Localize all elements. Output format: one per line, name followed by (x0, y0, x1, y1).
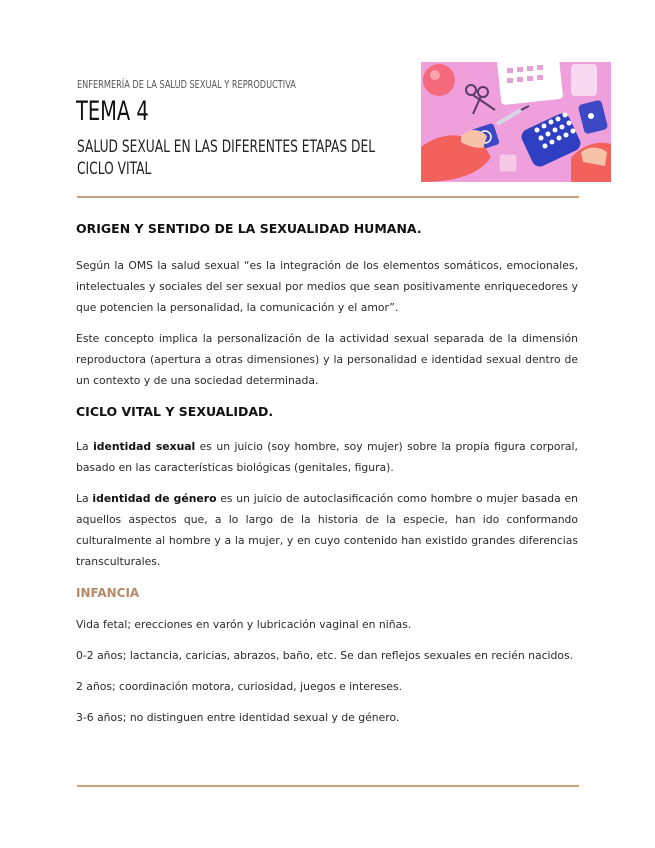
paragraph-identidad-genero (76, 488, 578, 572)
page-subtitle: SALUD SEXUAL EN LAS DIFERENTES ETAPAS DEL CICLO VITAL (77, 137, 376, 179)
paragraph-concepto: Este concepto implica la personalización de la actividad sexual separada de la dimensión reproductora (apertura a otras dimensiones) y la personalidad e identidad sexual dentro de un contexto y de una sociedad determinada. (76, 332, 578, 387)
text-fragment: La (76, 492, 93, 505)
list-item: 3-6 años; no distinguen entre identidad sexual y de género. (76, 711, 400, 724)
list-item: Vida fetal; erecciones en varón y lubricación vaginal en niñas. (76, 618, 412, 631)
section-heading-ciclo: CICLO VITAL Y SEXUALIDAD. (76, 404, 274, 419)
list-item: 2 años; coordinación motora, curiosidad, juegos e intereses. (76, 680, 403, 693)
term-identidad-genero: identidad de género (92, 492, 217, 505)
text-fragment: es un juicio de autoclasificación como hombre o mujer basada en aquellos aspectos que, a lo largo de la historia de la especie, han ido conformando culturalmente al hombre y a la mujer, y en cuyo contenido han existido grandes diferencias transculturales. (76, 492, 579, 568)
header-subject: ENFERMERÍA DE LA SALUD SEXUAL Y REPRODUCTIVA (77, 79, 296, 91)
term-identidad-sexual: identidad sexual (93, 440, 196, 453)
list-item: 0-2 años; lactancia, caricias, abrazos, baño, etc. Se dan reflejos sexuales en recién nacidos. (76, 649, 574, 662)
text-fragment: es un juicio (soy hombre, soy mujer) sobre la propia figura corporal, basado en las características biológicas (genitales, figura). (76, 440, 578, 474)
section-heading-origen: ORIGEN Y SENTIDO DE LA SEXUALIDAD HUMANA. (76, 221, 422, 236)
contraception-illustration-icon (421, 62, 611, 182)
document-body (76, 220, 578, 728)
footer-divider (77, 785, 579, 787)
subsection-heading-infancia: INFANCIA (76, 586, 140, 600)
text-fragment: La (76, 440, 94, 453)
header-divider (77, 196, 579, 198)
paragraph-oms-definition: Según la OMS la salud sexual “es la integración de los elementos somáticos, emocionales, intelectuales y sociales del ser sexual por medios que sean positivamente enriquecedores y que potencien la personalidad, la comunicación y el amor”. (76, 259, 578, 314)
page-title: TEMA 4 (76, 96, 149, 127)
paragraph-identidad-sexual (76, 436, 578, 478)
